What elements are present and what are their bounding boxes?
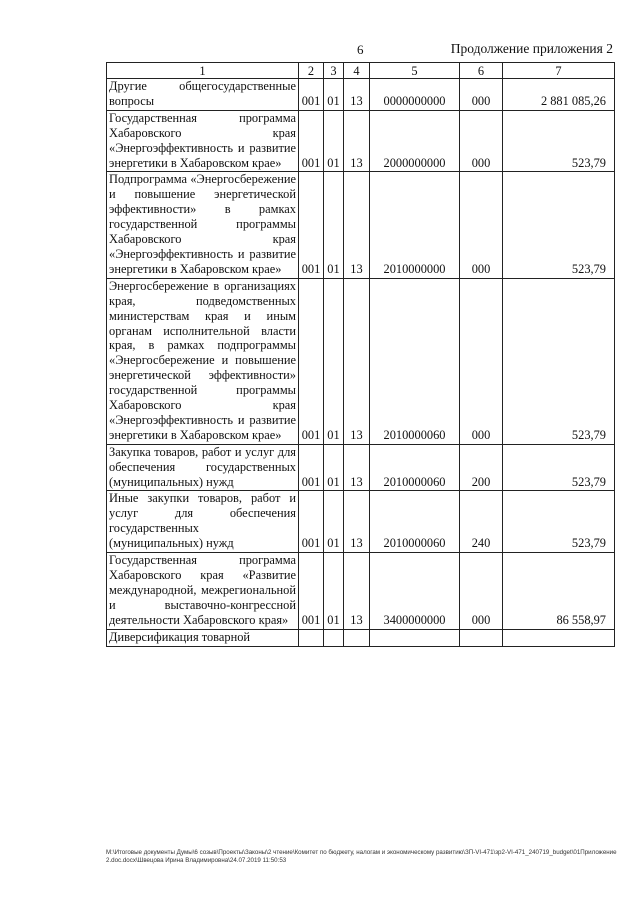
cell-expense-type: 000 [460, 110, 503, 172]
cell-code: 001 [299, 491, 324, 553]
row-name: Энергосбережение в организациях края, подведомственных министерствам края и иным органам исполнительной власти края, в рамках подпрограммы «Энергосбережение и повышение энергетической эффективности» государственной программы Хабаровского края «Энергоэффективность и развитие энергетики в Хабаровском крае» [107, 278, 299, 444]
budget-table [106, 62, 615, 647]
cell-expense-type: 000 [460, 553, 503, 630]
cell-section: 01 [324, 553, 344, 630]
cell-expense-type [460, 629, 503, 646]
table-row [107, 491, 615, 553]
cell-target [370, 629, 460, 646]
cell-subsection: 13 [344, 110, 370, 172]
cell-target: 2010000060 [370, 278, 460, 444]
cell-target: 2010000060 [370, 491, 460, 553]
column-header: 7 [503, 63, 615, 79]
cell-target: 3400000000 [370, 553, 460, 630]
row-name: Диверсификация товарной [107, 629, 299, 646]
cell-amount: 523,79 [503, 110, 615, 172]
cell-expense-type: 200 [460, 444, 503, 491]
cell-expense-type: 000 [460, 79, 503, 111]
table-row [107, 110, 615, 172]
cell-code [299, 629, 324, 646]
column-header: 3 [324, 63, 344, 79]
column-header: 6 [460, 63, 503, 79]
page-number: 6 [357, 42, 364, 57]
table-header-row [107, 63, 615, 79]
cell-section: 01 [324, 110, 344, 172]
cell-expense-type: 000 [460, 172, 503, 278]
cell-amount: 523,79 [503, 444, 615, 491]
table-row [107, 172, 615, 278]
column-header: 4 [344, 63, 370, 79]
row-name: Государственная программа Хабаровского края «Развитие международной, межрегиональной и выставочно-конгрессной деятельности Хабаровского края» [107, 553, 299, 630]
cell-section: 01 [324, 172, 344, 278]
cell-amount: 2 881 085,26 [503, 79, 615, 111]
table-row [107, 444, 615, 491]
column-header: 1 [107, 63, 299, 79]
cell-amount: 86 558,97 [503, 553, 615, 630]
column-header: 5 [370, 63, 460, 79]
cell-subsection: 13 [344, 444, 370, 491]
continuation-title: Продолжение приложения 2 [450, 41, 613, 56]
row-name: Государственная программа Хабаровского края «Энергоэффективность и развитие энергетики в Хабаровском крае» [107, 110, 299, 172]
cell-section: 01 [324, 278, 344, 444]
row-name: Закупка товаров, работ и услуг для обеспечения государственных (муниципальных) нужд [107, 444, 299, 491]
table-row [107, 79, 615, 111]
cell-target: 0000000000 [370, 79, 460, 111]
cell-amount [503, 629, 615, 646]
cell-amount: 523,79 [503, 278, 615, 444]
cell-amount: 523,79 [503, 491, 615, 553]
cell-subsection: 13 [344, 553, 370, 630]
cell-section [324, 629, 344, 646]
cell-subsection: 13 [344, 278, 370, 444]
column-header: 2 [299, 63, 324, 79]
cell-code: 001 [299, 172, 324, 278]
cell-target: 2010000000 [370, 172, 460, 278]
cell-section: 01 [324, 444, 344, 491]
cell-target: 2000000000 [370, 110, 460, 172]
cell-expense-type: 240 [460, 491, 503, 553]
table-row [107, 629, 615, 646]
cell-amount: 523,79 [503, 172, 615, 278]
cell-code: 001 [299, 553, 324, 630]
cell-subsection: 13 [344, 79, 370, 111]
table-row [107, 553, 615, 630]
cell-code: 001 [299, 278, 324, 444]
row-name: Подпрограмма «Энергосбережение и повышение энергетической эффективности» в рамках государственной программы Хабаровского края «Энергоэффективность и развитие энергетики в Хабаровском крае» [107, 172, 299, 278]
cell-target: 2010000060 [370, 444, 460, 491]
row-name: Иные закупки товаров, работ и услуг для обеспечения государственных (муниципальных) нужд [107, 491, 299, 553]
cell-subsection [344, 629, 370, 646]
cell-code: 001 [299, 110, 324, 172]
document-path-footer: M:\Итоговые документы Думы\6 созыв\Проекты\Законы\2 чтение\Комитет по бюджету, налогам и экономическому развитию\ЗП-VI-471\зр2-VI-471_240719_budget\01Приложение 2.doc.docx\Швецова Ирина Владимировна\24.07.2019 11:50:53 [106, 849, 617, 864]
cell-expense-type: 000 [460, 278, 503, 444]
cell-section: 01 [324, 79, 344, 111]
cell-section: 01 [324, 491, 344, 553]
cell-subsection: 13 [344, 172, 370, 278]
cell-subsection: 13 [344, 491, 370, 553]
row-name: Другие общегосударственные вопросы [107, 79, 299, 111]
cell-code: 001 [299, 79, 324, 111]
cell-code: 001 [299, 444, 324, 491]
table-row [107, 278, 615, 444]
